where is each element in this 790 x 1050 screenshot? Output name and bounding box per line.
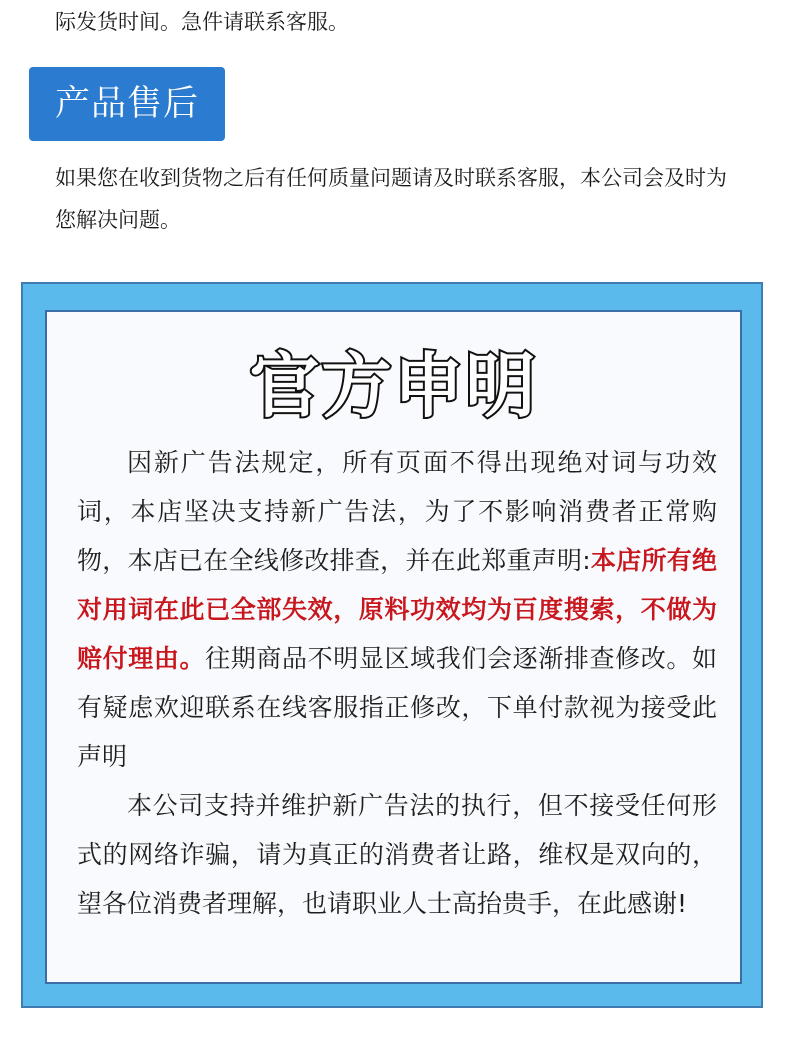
notice-title: 官方申明: [249, 345, 538, 427]
notice-paragraph-1: [77, 438, 717, 781]
after-sales-text: 如果您在收到货物之后有任何质量问题请及时联系客服，本公司会及时为您解决问题。: [55, 166, 727, 232]
notice-paragraph-2: 本公司支持并维护新广告法的执行，但不接受任何形式的网络诈骗，请为真正的消费者让路，维权是双向的，望各位消费者理解，也请职业人士高抬贵手，在此感谢!: [77, 791, 717, 918]
official-notice-panel: [45, 310, 742, 984]
notice-highlight: 本店所有绝对用词在此已全部失效，原料功效均为百度搜索，不做为赔付理由。: [77, 546, 717, 673]
notice-body: [77, 438, 717, 928]
shipping-note: 际发货时间。急件请联系客服。: [55, 10, 349, 34]
notice-rest: 往期商品不明显区域我们会逐渐排查修改。如有疑虑欢迎联系在线客服指正修改，下单付款视为接受此声明: [77, 644, 717, 771]
official-notice-frame: [21, 282, 763, 1008]
after-sales-heading: 产品售后: [29, 67, 225, 141]
notice-intro: 因新广告法规定，所有页面不得出现绝对词与功效词，本店坚决支持新广告法，为了不影响消费者正常购物，本店已在全线修改排查，并在此郑重声明:: [77, 448, 717, 575]
